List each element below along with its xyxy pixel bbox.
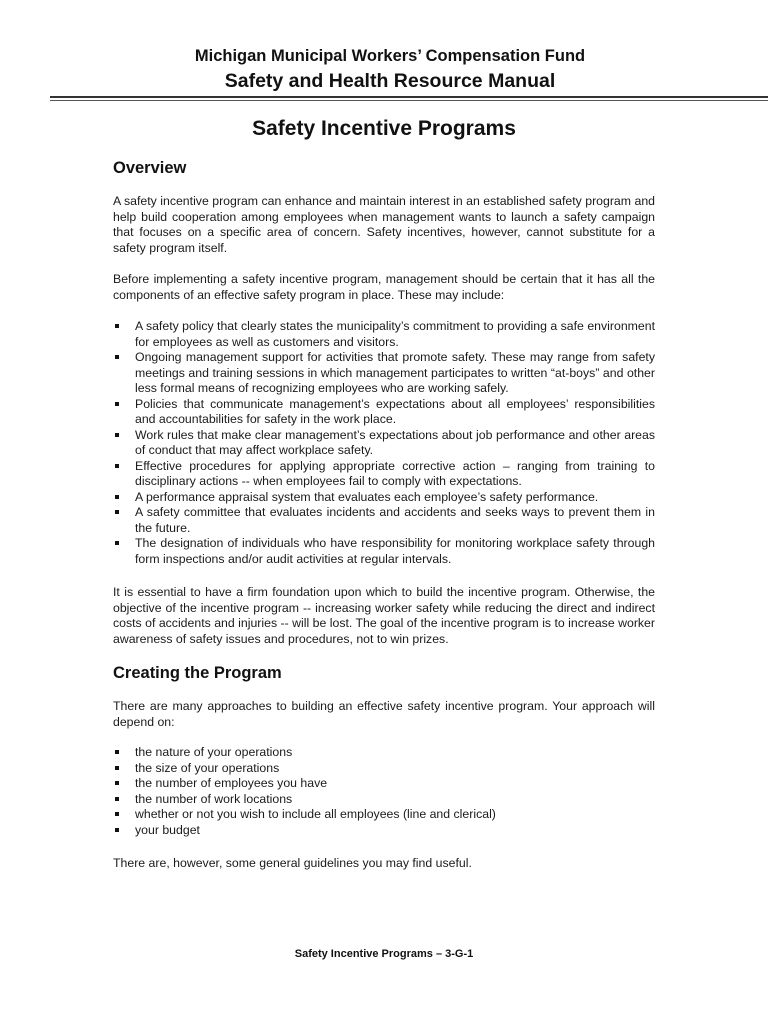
list-item: A performance appraisal system that evaluates each employee’s safety performance. [113, 490, 655, 506]
bullet-icon [115, 828, 119, 832]
bullet-icon [115, 495, 119, 499]
list-item: Ongoing management support for activities that promote safety. These may range from safety meetings and training sessions in which management participates to written “at-boys” and other less formal means of recognizing employees who are working safely. [113, 350, 655, 397]
overview-paragraph-3: It is essential to have a firm foundation upon which to build the incentive program. Otherwise, the objective of the incentive program -- increasing worker safety while reducing the direct and indirect costs of accidents and injuries -- will be lost. The goal of the incentive program is to increase worker awareness of safety issues and procedures, not to win prizes. [113, 585, 655, 646]
bullet-icon [115, 541, 119, 545]
header-divider [50, 96, 768, 101]
bullet-icon [115, 510, 119, 514]
bullet-icon [115, 402, 119, 406]
safety-components-list [113, 319, 655, 567]
list-item: A safety committee that evaluates incidents and accidents and seeks ways to prevent them in the future. [113, 505, 655, 536]
bullet-icon [115, 766, 119, 770]
overview-paragraph-1: A safety incentive program can enhance and maintain interest in an established safety program and help build cooperation among employees when management wants to launch a safety campaign that focuses on a specific area of concern. Safety incentives, however, cannot substitute for a safety program itself. [113, 194, 655, 255]
bullet-icon [115, 464, 119, 468]
bullet-icon [115, 433, 119, 437]
section-heading-overview: Overview [113, 159, 187, 177]
list-item: Work rules that make clear management’s expectations about job performance and other areas of conduct that may affect workplace safety. [113, 428, 655, 459]
list-item: Policies that communicate management’s expectations about all employees’ responsibilities and accountabilities for safety in the work place. [113, 397, 655, 428]
overview-paragraph-2: Before implementing a safety incentive program, management should be certain that it has all the components of an effective safety program in place. These may include: [113, 272, 655, 302]
organization-name: Michigan Municipal Workers’ Compensation Fund [194, 47, 586, 65]
bullet-icon [115, 750, 119, 754]
bullet-icon [115, 797, 119, 801]
manual-title: Safety and Health Resource Manual [224, 70, 556, 92]
page-footer: Safety Incentive Programs – 3-G-1 [294, 948, 474, 960]
list-item: The designation of individuals who have responsibility for monitoring workplace safety through form inspections and/or audit activities at regular intervals. [113, 536, 655, 567]
bullet-icon [115, 812, 119, 816]
creating-paragraph-2: There are, however, some general guidelines you may find useful. [113, 856, 472, 870]
list-item: the number of work locations [113, 792, 655, 808]
list-item: the nature of your operations [113, 745, 655, 761]
page-title: Safety Incentive Programs [252, 117, 516, 140]
list-item: whether or not you wish to include all employees (line and clerical) [113, 807, 655, 823]
bullet-icon [115, 781, 119, 785]
list-item: your budget [113, 823, 655, 839]
approach-factors-list [113, 745, 655, 838]
section-heading-creating-the-program: Creating the Program [113, 664, 282, 682]
list-item: Effective procedures for applying appropriate corrective action – ranging from training to disciplinary actions -- when employees fail to comply with expectations. [113, 459, 655, 490]
list-item: the size of your operations [113, 761, 655, 777]
list-item: A safety policy that clearly states the municipality’s commitment to providing a safe environment for employees as well as customers and visitors. [113, 319, 655, 350]
bullet-icon [115, 355, 119, 359]
creating-paragraph-1: There are many approaches to building an effective safety incentive program. Your approach will depend on: [113, 699, 655, 729]
list-item: the number of employees you have [113, 776, 655, 792]
bullet-icon [115, 324, 119, 328]
